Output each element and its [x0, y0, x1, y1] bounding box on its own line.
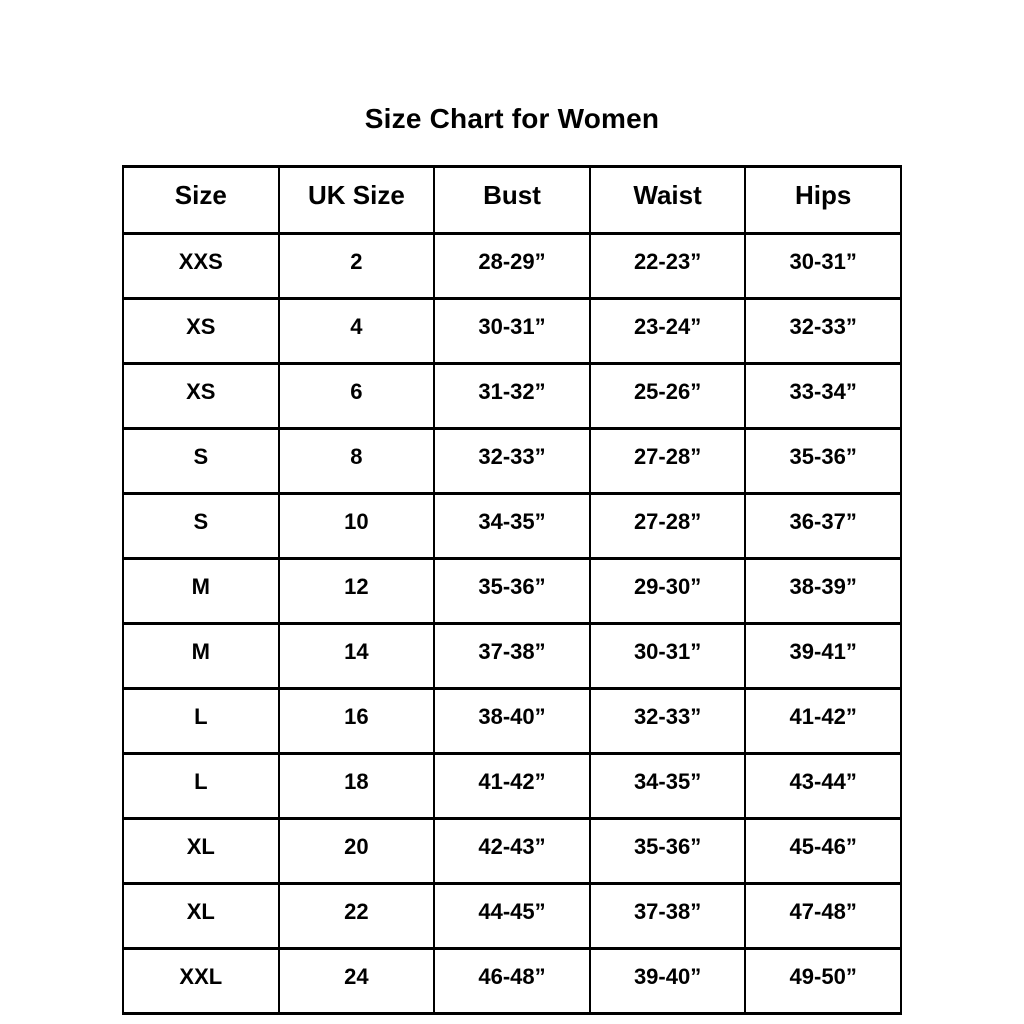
cell-waist: 37-38” — [590, 884, 746, 949]
cell-bust: 44-45” — [434, 884, 590, 949]
cell-uk-size: 6 — [279, 364, 435, 429]
cell-waist: 22-23” — [590, 234, 746, 299]
cell-bust: 28-29” — [434, 234, 590, 299]
cell-bust: 42-43” — [434, 819, 590, 884]
table-row — [123, 429, 901, 494]
cell-bust: 34-35” — [434, 494, 590, 559]
cell-uk-size: 22 — [279, 884, 435, 949]
header-row — [123, 167, 901, 234]
cell-size: M — [123, 559, 279, 624]
cell-waist: 30-31” — [590, 624, 746, 689]
column-header-bust: Bust — [434, 167, 590, 234]
cell-hips: 38-39” — [745, 559, 901, 624]
cell-uk-size: 18 — [279, 754, 435, 819]
cell-bust: 31-32” — [434, 364, 590, 429]
cell-uk-size: 2 — [279, 234, 435, 299]
cell-waist: 34-35” — [590, 754, 746, 819]
cell-hips: 45-46” — [745, 819, 901, 884]
table-row — [123, 754, 901, 819]
table-row — [123, 949, 901, 1014]
cell-size: L — [123, 754, 279, 819]
cell-waist: 39-40” — [590, 949, 746, 1014]
column-header-uk-size: UK Size — [279, 167, 435, 234]
cell-uk-size: 14 — [279, 624, 435, 689]
table-row — [123, 494, 901, 559]
cell-size: XS — [123, 299, 279, 364]
cell-waist: 27-28” — [590, 429, 746, 494]
table-row — [123, 299, 901, 364]
cell-hips: 47-48” — [745, 884, 901, 949]
cell-waist: 32-33” — [590, 689, 746, 754]
cell-bust: 37-38” — [434, 624, 590, 689]
cell-waist: 25-26” — [590, 364, 746, 429]
cell-size: S — [123, 494, 279, 559]
table-row — [123, 559, 901, 624]
cell-size: XXL — [123, 949, 279, 1014]
cell-hips: 43-44” — [745, 754, 901, 819]
column-header-waist: Waist — [590, 167, 746, 234]
cell-waist: 35-36” — [590, 819, 746, 884]
cell-size: S — [123, 429, 279, 494]
cell-uk-size: 10 — [279, 494, 435, 559]
cell-uk-size: 4 — [279, 299, 435, 364]
cell-bust: 30-31” — [434, 299, 590, 364]
cell-hips: 49-50” — [745, 949, 901, 1014]
table-row — [123, 234, 901, 299]
table-row — [123, 364, 901, 429]
cell-hips: 41-42” — [745, 689, 901, 754]
cell-size: L — [123, 689, 279, 754]
cell-hips: 32-33” — [745, 299, 901, 364]
cell-uk-size: 8 — [279, 429, 435, 494]
column-header-size: Size — [123, 167, 279, 234]
cell-hips: 36-37” — [745, 494, 901, 559]
cell-uk-size: 16 — [279, 689, 435, 754]
cell-bust: 41-42” — [434, 754, 590, 819]
cell-hips: 35-36” — [745, 429, 901, 494]
cell-bust: 32-33” — [434, 429, 590, 494]
cell-bust: 46-48” — [434, 949, 590, 1014]
table-row — [123, 624, 901, 689]
cell-bust: 38-40” — [434, 689, 590, 754]
cell-size: M — [123, 624, 279, 689]
cell-waist: 29-30” — [590, 559, 746, 624]
cell-uk-size: 24 — [279, 949, 435, 1014]
table-row — [123, 689, 901, 754]
cell-hips: 33-34” — [745, 364, 901, 429]
cell-uk-size: 20 — [279, 819, 435, 884]
cell-size: XS — [123, 364, 279, 429]
cell-waist: 27-28” — [590, 494, 746, 559]
cell-bust: 35-36” — [434, 559, 590, 624]
cell-size: XXS — [123, 234, 279, 299]
cell-uk-size: 12 — [279, 559, 435, 624]
table-row — [123, 819, 901, 884]
cell-size: XL — [123, 819, 279, 884]
size-chart-table — [122, 165, 902, 1015]
chart-title: Size Chart for Women — [364, 103, 660, 134]
column-header-hips: Hips — [745, 167, 901, 234]
cell-hips: 39-41” — [745, 624, 901, 689]
cell-hips: 30-31” — [745, 234, 901, 299]
cell-size: XL — [123, 884, 279, 949]
cell-waist: 23-24” — [590, 299, 746, 364]
table-row — [123, 884, 901, 949]
